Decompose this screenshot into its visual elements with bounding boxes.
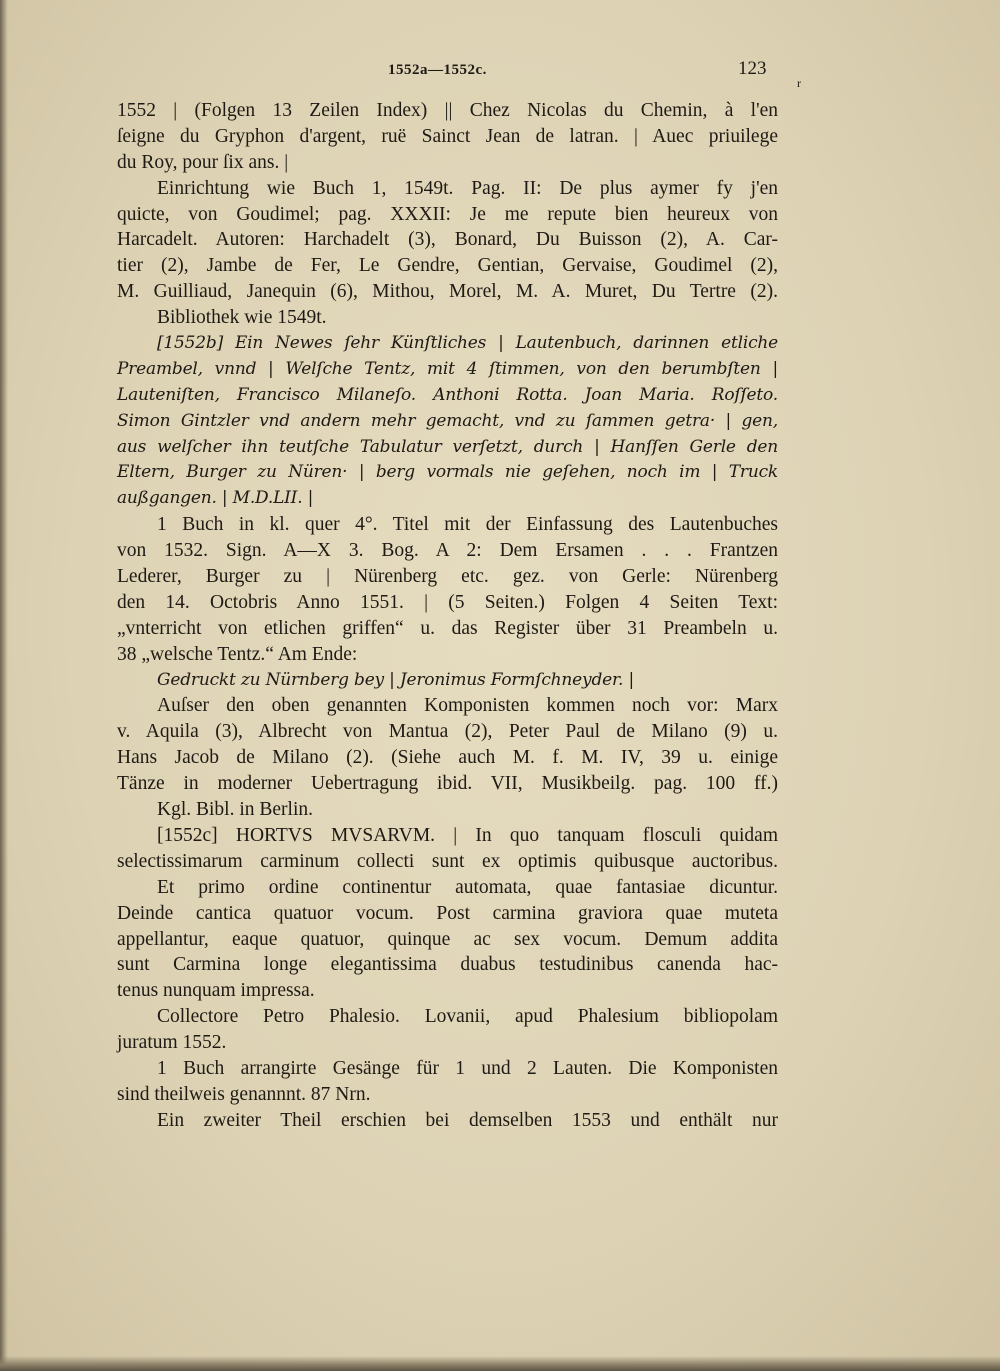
text-line: [1552c] HORTVS MVSARVM. | In quo tanquam flosculi quidam	[157, 824, 778, 846]
text-line: 1 Buch arrangirte Gesänge für 1 und 2 Lauten. Die Komponisten	[157, 1057, 778, 1079]
text-line: Et primo ordine continentur automata, quae fantasiae dicuntur.	[157, 876, 778, 898]
text-line: tenus nunquam impressa.	[117, 980, 315, 1002]
text-line: Ein zweiter Theil erschien bei demselben 1553 und enthält nur	[157, 1109, 778, 1131]
text-line: Simon Gintzler vnd andern mehr gemacht, vnd zu ſammen getra· | gen,	[117, 410, 778, 431]
text-line: du Roy, pour ſix ans. |	[117, 151, 289, 173]
text-line: „vnterricht von etlichen griffen“ u. das Register über 31 Preambeln u.	[117, 617, 778, 639]
text-line: selectissimarum carminum collecti sunt ex optimis quibusque auctoribus.	[117, 850, 778, 872]
text-line: Preambel, vnnd | Welſche Tentz, mit 4 ſtimmen, von den berumbſten |	[117, 358, 778, 379]
text-line: Bibliothek wie 1549t.	[157, 307, 327, 329]
text-line: sind theilweis genannnt. 87 Nrn.	[117, 1083, 371, 1105]
text-line: v. Aquila (3), Albrecht von Mantua (2), Peter Paul de Milano (9) u.	[117, 721, 778, 743]
text-line: von 1532. Sign. A—X 3. Bog. A 2: Dem Ersamen . . . Frantzen	[117, 540, 778, 562]
text-line: M. Guilliaud, Janequin (6), Mithou, Morel, M. A. Muret, Du Tertre (2).	[117, 281, 778, 303]
text-line: Collectore Petro Phalesio. Lovanii, apud Phalesium bibliopolam	[157, 1006, 778, 1028]
text-line: Einrichtung wie Buch 1, 1549t. Pag. II: De plus aymer fy j'en	[157, 177, 778, 199]
page-shadow-bottom	[0, 1356, 1000, 1371]
text-line: appellantur, eaque quatuor, quinque ac sex vocum. Demum addita	[117, 928, 778, 950]
page-number: 123	[738, 58, 767, 79]
running-header: 1552a—1552c.	[388, 62, 487, 78]
text-line: Lauteniſten, Francisco Milaneſo. Anthoni Rotta. Joan Maria. Roſſeto.	[117, 384, 778, 405]
text-line: 1 Buch in kl. quer 4°. Titel mit der Einfassung des Lautenbuches	[157, 514, 778, 536]
text-line: quicte, von Goudimel; pag. XXXII: Je me repute bien heureux von	[117, 203, 778, 225]
text-line: Auſser den oben genannten Komponisten kommen noch vor: Marx	[157, 695, 778, 717]
text-line: 1552 | (Folgen 13 Zeilen Index) || Chez Nicolas du Chemin, à l'en	[117, 100, 778, 121]
corner-mark: r	[797, 76, 801, 90]
text-line: Lederer, Burger zu | Nürenberg etc. gez. von Gerle: Nürenberg	[117, 566, 778, 588]
text-line: Harcadelt. Autoren: Harchadelt (3), Bonard, Du Buisson (2), A. Car-	[117, 229, 778, 251]
text-line: Kgl. Bibl. in Berlin.	[157, 799, 313, 821]
text-line: aus welſcher ihn teutſche Tabulatur verſetzt, durch | Hanſſen Gerle den	[117, 436, 778, 457]
text-line: 38 „welsche Tentz.“ Am Ende:	[117, 643, 358, 665]
text-line: Tänze in moderner Uebertragung ibid. VII, Musikbeilg. pag. 100 ff.)	[117, 773, 778, 795]
text-line: Hans Jacob de Milano (2). (Siehe auch M. f. M. IV, 39 u. einige	[117, 747, 778, 769]
text-line: [1552b] Ein Newes ſehr Künſtliches | Lautenbuch, darinnen etliche	[157, 333, 778, 354]
text-line: juratum 1552.	[117, 1032, 227, 1054]
text-line: Deinde cantica quatuor vocum. Post carmina graviora quae muteta	[117, 902, 778, 924]
text-line: Eltern, Burger zu Nüren· | berg vormals nie geſehen, noch im | Truck	[117, 462, 778, 483]
page-shadow-left	[0, 0, 8, 1371]
text-line: Gedruckt zu Nürnberg bey | Jeronimus Formſchneyder. |	[157, 669, 634, 690]
text-line: außgangen. | M.D.LII. |	[117, 488, 314, 509]
text-line: tier (2), Jambe de Fer, Le Gendre, Gentian, Gervaise, Goudimel (2),	[117, 255, 778, 277]
body-text	[117, 98, 778, 1134]
text-line: sunt Carmina longe elegantissima duabus testudinibus canenda hac-	[117, 954, 778, 976]
text-line: ſeigne du Gryphon d'argent, ruë Sainct Jean de latran. | Auec priuilege	[117, 125, 778, 147]
text-line: den 14. Octobris Anno 1551. | (5 Seiten.) Folgen 4 Seiten Text:	[117, 591, 778, 613]
